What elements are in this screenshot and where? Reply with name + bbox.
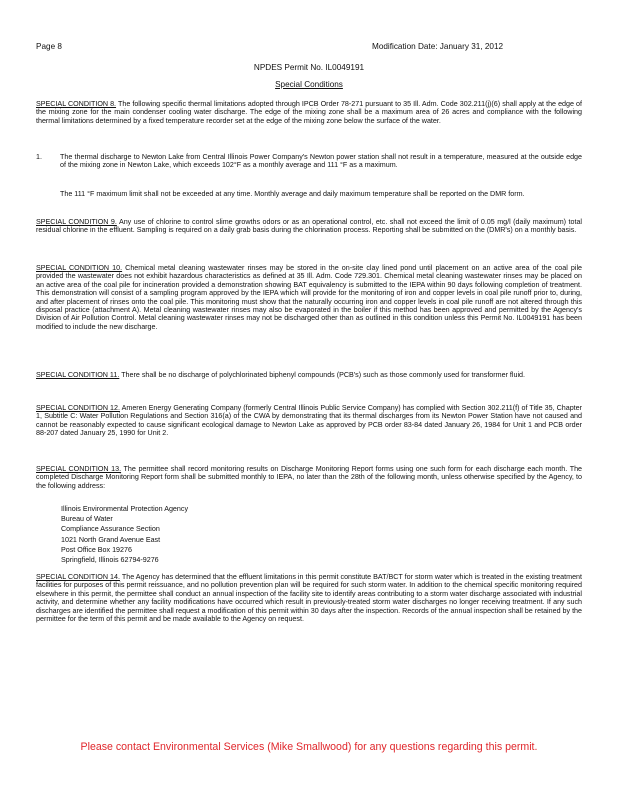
page-number: Page 8 bbox=[36, 42, 62, 51]
address-line: 1021 North Grand Avenue East bbox=[61, 535, 161, 544]
condition-text: Ameren Energy Generating Company (formerly Central Illinois Public Service Company) has complied with Section 302.211(f) of Title 35, Chapter 1, Subtitle C: Water Pollution Regulations and Section 316(a) of the CWA by demonstrating that its thermal discharges from its Newton Power Station have not caused and cannot be reasonably expected to cause significant ecological damage to Newton Lake as approved by PCB order 83-84 dated January 26, 1984 for Unit 1 and PCB order 88-207 dated January 25, 1990 for Unit 2. bbox=[36, 404, 583, 438]
modification-date: Modification Date: January 31, 2012 bbox=[372, 42, 504, 51]
special-condition-13 bbox=[36, 465, 582, 490]
special-condition-14 bbox=[36, 573, 582, 623]
item-number: 1. bbox=[36, 153, 42, 161]
condition-text: The Agency has determined that the effluent limitations in this permit constitute BAT/BCT for storm water which is treated in the existing treatment facilities for purposes of this permit reissuance, and no pollution prevention plan will be required for such storm water. In addition to the chemical specific monitoring required elsewhere in this permit, the permittee shall conduct an annual inspection of the facility site to identify areas contributing to a storm water discharge associated with industrial activity, and determine whether any facility modifications have occurred which result in previously-treated storm water discharges no longer receiving treatment. If any such discharges are identified the permittee shall request a modification of this permit within 30 days after the inspection. Records of the annual inspection shall be retained by the permittee for the term of this permit and be made available to the Agency on request. bbox=[36, 573, 583, 624]
condition-label: SPECIAL CONDITION 8. bbox=[36, 100, 117, 108]
special-condition-11 bbox=[36, 371, 582, 379]
condition-label: SPECIAL CONDITION 12. bbox=[36, 404, 120, 412]
condition-text: The following specific thermal limitations adopted through IPCB Order 78-271 pursuant to 35 Ill. Adm. Code 302.211(j)(6) shall apply at the edge of the mixing zone for the main condenser cooling water discharge. The edge of the mixing zone shall be a maximum area of 26 acres and compliance with the following thermal limitations determined by a fixed temperature recorder set at the edge of the mixing zone below the surface of the water. bbox=[36, 100, 582, 125]
address-line: Compliance Assurance Section bbox=[61, 525, 160, 534]
special-condition-9 bbox=[36, 218, 582, 235]
condition-label: SPECIAL CONDITION 11. bbox=[36, 371, 120, 379]
condition-label: SPECIAL CONDITION 9. bbox=[36, 218, 117, 226]
condition-label: SPECIAL CONDITION 14. bbox=[36, 573, 120, 581]
section-title: Special Conditions bbox=[275, 80, 343, 89]
contact-footer: Please contact Environmental Services (Mike Smallwood) for any questions regarding this permit. bbox=[80, 741, 538, 753]
special-condition-8 bbox=[36, 100, 582, 125]
permit-number: NPDES Permit No. IL0049191 bbox=[253, 63, 365, 72]
condition-label: SPECIAL CONDITION 10. bbox=[36, 264, 123, 272]
address-line: Post Office Box 19276 bbox=[61, 545, 132, 554]
address-line: Illinois Environmental Protection Agency bbox=[61, 505, 189, 513]
address-line: Bureau of Water bbox=[61, 515, 113, 524]
condition-text: Chemical metal cleaning wastewater rinses may be stored in the on-site clay lined pond until placement on an active area of the coal pile provided the wastewater does not exhibit hazardous characteristics as defined at 35 Ill. Adm. Code 729.301. Chemical metal cleaning wastewater rinses may be placed on an active area of the coal pile for incineration provided a demonstration showing BAT equivalency is submitted to the IEPA within 90 days following completion of treatment. This demonstration will consist of a sampling program approved by the IEPA which will provide for the monitoring of iron and copper levels in coal pile runoff prior to, during, and after placement of rinses onto the coal pile. This monitoring must show that the naturally occurring iron and copper levels in coal pile runoff are not altered through this disposal practice (attachment A). Metal cleaning wastewater rinses may also be evaporated in the boiler if this method has been approved and permitted by the Agency's Division of Air Pollution Control. Metal cleaning wastewater rinses may not be discharged other than as outlined in this condition unless this Permit No. IL0049191 has been modified to include the new discharge. bbox=[36, 264, 583, 331]
special-condition-10 bbox=[36, 264, 582, 331]
thermal-limit-item-1 bbox=[36, 153, 582, 170]
condition-text: There shall be no discharge of polychlorinated biphenyl compounds (PCB's) such as those commonly used for transformer fluid. bbox=[121, 371, 526, 379]
thermal-limit-note: The 111 °F maximum limit shall not be exceeded at any time. Monthly average and daily maximum temperature shall be reported on the DMR form. bbox=[60, 190, 525, 198]
address-line: Springfield, Illinois 62794-9276 bbox=[61, 556, 159, 565]
condition-label: SPECIAL CONDITION 13. bbox=[36, 465, 122, 473]
special-condition-12 bbox=[36, 404, 582, 438]
item-text: The thermal discharge to Newton Lake from Central Illinois Power Company's Newton power station shall not result in a temperature, measured at the outside edge of the mixing zone in Newton Lake, which exceeds 102°F as a monthly average and 111 °F as a maximum. bbox=[60, 153, 582, 170]
agency-address bbox=[61, 504, 188, 565]
condition-text: Any use of chlorine to control slime growths odors or as an operational control, etc. shall not exceed the limit of 0.05 mg/l (daily maximum) total residual chlorine in the effluent. Sampling is required on a daily grab basis during the chlorination process. Reporting shall be submitted on the (DMR's) on a monthly basis. bbox=[36, 218, 582, 235]
condition-text: The permittee shall record monitoring results on Discharge Monitoring Report forms using one such form for each discharge each month. The completed Discharge Monitoring Report form shall be submitted monthly to IEPA, no later than the 28th of the following month, unless otherwise specified by the Agency, to the following address: bbox=[36, 465, 583, 490]
